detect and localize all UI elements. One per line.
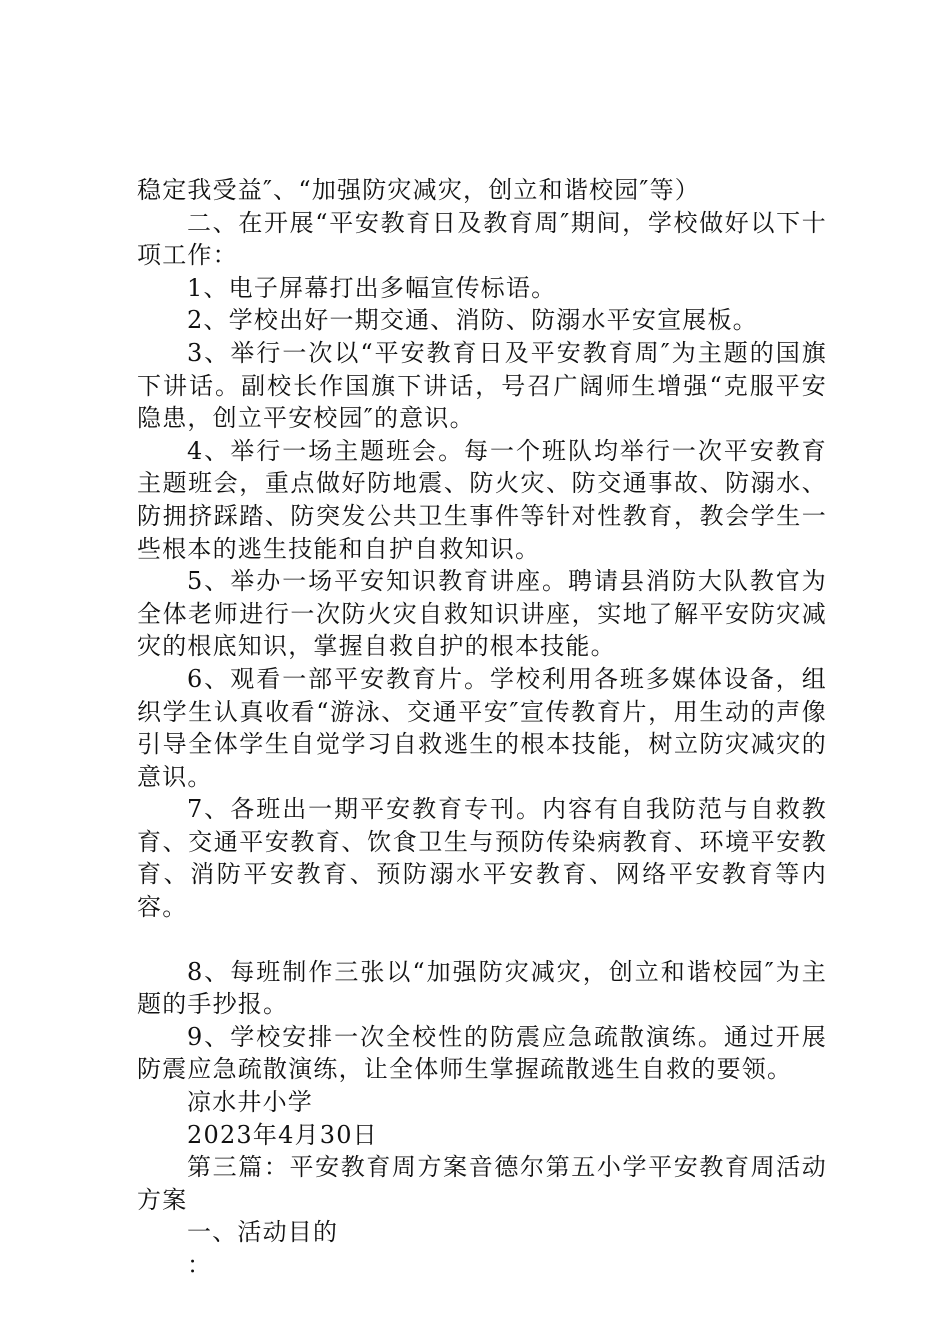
paragraph-item-4: 4、举行一场主题班会。每一个班队均举行一次平安教育主题班会，重点做好防地震、防火灾、防交通事故、防溺水、防拥挤踩踏、防突发公共卫生事件等针对性教育，教会学生一些根本的逃生技能和自护自救知识。 bbox=[137, 436, 827, 563]
signature-date: 2023年4月30日 bbox=[187, 1120, 378, 1149]
paragraph-item-7: 7、各班出一期平安教育专刊。内容有自我防范与自救教育、交通平安教育、饮食卫生与预防传染病教育、环境平安教育、消防平安教育、预防溺水平安教育、网络平安教育等内容。 bbox=[137, 795, 827, 922]
paragraph-item-1: 1、电子屏幕打出多幅宣传标语。 bbox=[187, 273, 557, 302]
paragraph-spacer bbox=[137, 924, 827, 956]
document-body bbox=[137, 174, 827, 1282]
section-title-part-three: 第三篇：平安教育周方案音德尔第五小学平安教育周活动方案 bbox=[137, 1153, 827, 1214]
paragraph-continuation: 稳定我受益″、“加强防灾减灾，创立和谐校园″等） bbox=[137, 176, 700, 204]
paragraph-section-two: 二、在开展“平安教育日及教育周″期间，学校做好以下十项工作： bbox=[137, 208, 827, 270]
paragraph-item-2: 2、学校出好一期交通、消防、防溺水平安宣展板。 bbox=[187, 306, 758, 335]
paragraph-item-5: 5、举办一场平安知识教育讲座。聘请县消防大队教官为全体老师进行一次防火灾自救知识讲座，实地了解平安防灾减灾的根底知识，掌握自救自护的根本技能。 bbox=[137, 567, 827, 661]
paragraph-item-6: 6、观看一部平安教育片。学校利用各班多媒体设备，组织学生认真收看“游泳、交通平安″宣传教育片，用生动的声像引导全体学生自觉学习自救逃生的根本技能，树立防灾减灾的意识。 bbox=[137, 664, 827, 791]
paragraph-item-3: 3、举行一次以“平安教育日及平安教育周″为主题的国旗下讲话。副校长作国旗下讲话，号召广阔师生增强“克服平安隐患，创立平安校园″的意识。 bbox=[137, 338, 827, 433]
paragraph-item-9: 9、学校安排一次全校性的防震应急疏散演练。通过开展防震应急疏散演练，让全体师生掌握疏散逃生自救的要领。 bbox=[137, 1022, 827, 1084]
paragraph-item-8: 8、每班制作三张以“加强防灾减灾，创立和谐校园″为主题的手抄报。 bbox=[137, 957, 827, 1019]
heading-activity-purpose: 一、活动目的 bbox=[187, 1218, 339, 1247]
paragraph-colon: ： bbox=[187, 1251, 213, 1279]
signature-school: 凉水井小学 bbox=[187, 1088, 313, 1117]
